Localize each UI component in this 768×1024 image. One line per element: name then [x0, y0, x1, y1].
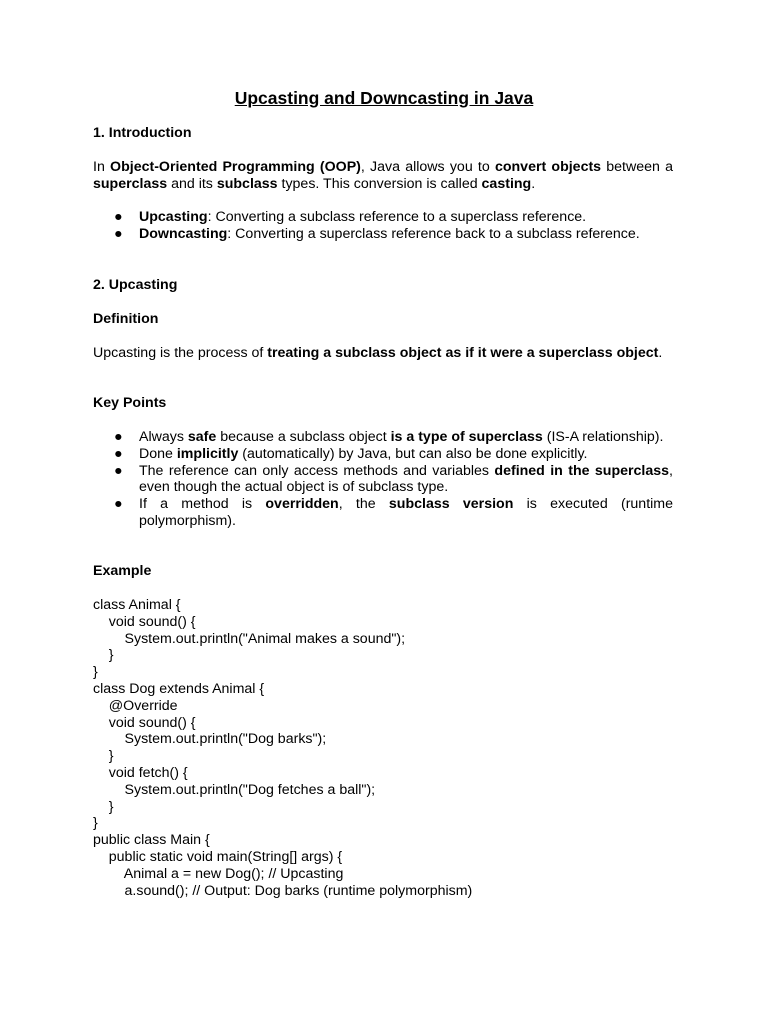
code-line: System.out.println("Dog fetches a ball"); [93, 781, 376, 798]
code-line: public class Main { [93, 832, 210, 849]
list-item: ● Upcasting: Converting a subclass reference to a superclass reference. [114, 209, 587, 225]
code-line: Animal a = new Dog(); // Upcasting [93, 865, 344, 882]
subheading-example: Example [93, 563, 152, 579]
subheading-key-points: Key Points [93, 395, 167, 411]
section-heading-introduction: 1. Introduction [93, 125, 192, 141]
code-line: System.out.println("Dog barks"); [93, 731, 327, 748]
code-example [93, 597, 693, 899]
bullet-icon: ● [114, 429, 123, 445]
code-line: System.out.println("Animal makes a sound"); [93, 630, 406, 647]
code-line: } [93, 647, 114, 664]
code-line: a.sound(); // Output: Dog barks (runtime polymorphism) [93, 882, 473, 899]
code-line: void sound() { [93, 714, 196, 731]
code-line: void sound() { [93, 613, 196, 630]
list-item: ● Done implicitly (automatically) by Java, but can also be done explicitly. [114, 445, 588, 462]
casting-types-list [93, 209, 673, 243]
list-item: ● Downcasting: Converting a superclass reference back to a subclass reference. [114, 225, 640, 242]
subheading-definition: Definition [93, 311, 159, 327]
intro-paragraph: In Object-Oriented Programming (OOP), Java allows you to convert objects between a superclass and its subclass types. This conversion is called casting. [93, 159, 674, 192]
bullet-icon: ● [114, 225, 123, 242]
list-item: ● If a method is overridden, the subclass version is executed (runtime polymorphism). [114, 496, 673, 529]
bullet-icon: ● [114, 462, 123, 479]
document-title: Upcasting and Downcasting in Java [234, 88, 534, 108]
code-line: class Animal { [93, 597, 181, 613]
code-line: } [93, 815, 98, 832]
bullet-icon: ● [114, 209, 123, 225]
definition-paragraph: Upcasting is the process of treating a subclass object as if it were a superclass object. [93, 345, 663, 361]
key-points-list [93, 429, 673, 530]
code-line: } [93, 748, 114, 765]
list-item: ● The reference can only access methods and variables defined in the superclass, even though the actual object is of subclass type. [114, 462, 673, 496]
list-item: ● Always safe because a subclass object is a type of superclass (IS-A relationship). [114, 429, 664, 445]
bullet-icon: ● [114, 445, 123, 462]
section-heading-upcasting: 2. Upcasting [93, 277, 178, 293]
code-line: class Dog extends Animal { [93, 680, 265, 697]
code-line: @Override [93, 697, 178, 714]
code-line: public static void main(String[] args) { [93, 848, 343, 865]
bullet-icon: ● [114, 496, 123, 513]
code-line: } [93, 798, 114, 815]
code-line: void fetch() { [93, 764, 188, 781]
code-line: } [93, 664, 98, 681]
